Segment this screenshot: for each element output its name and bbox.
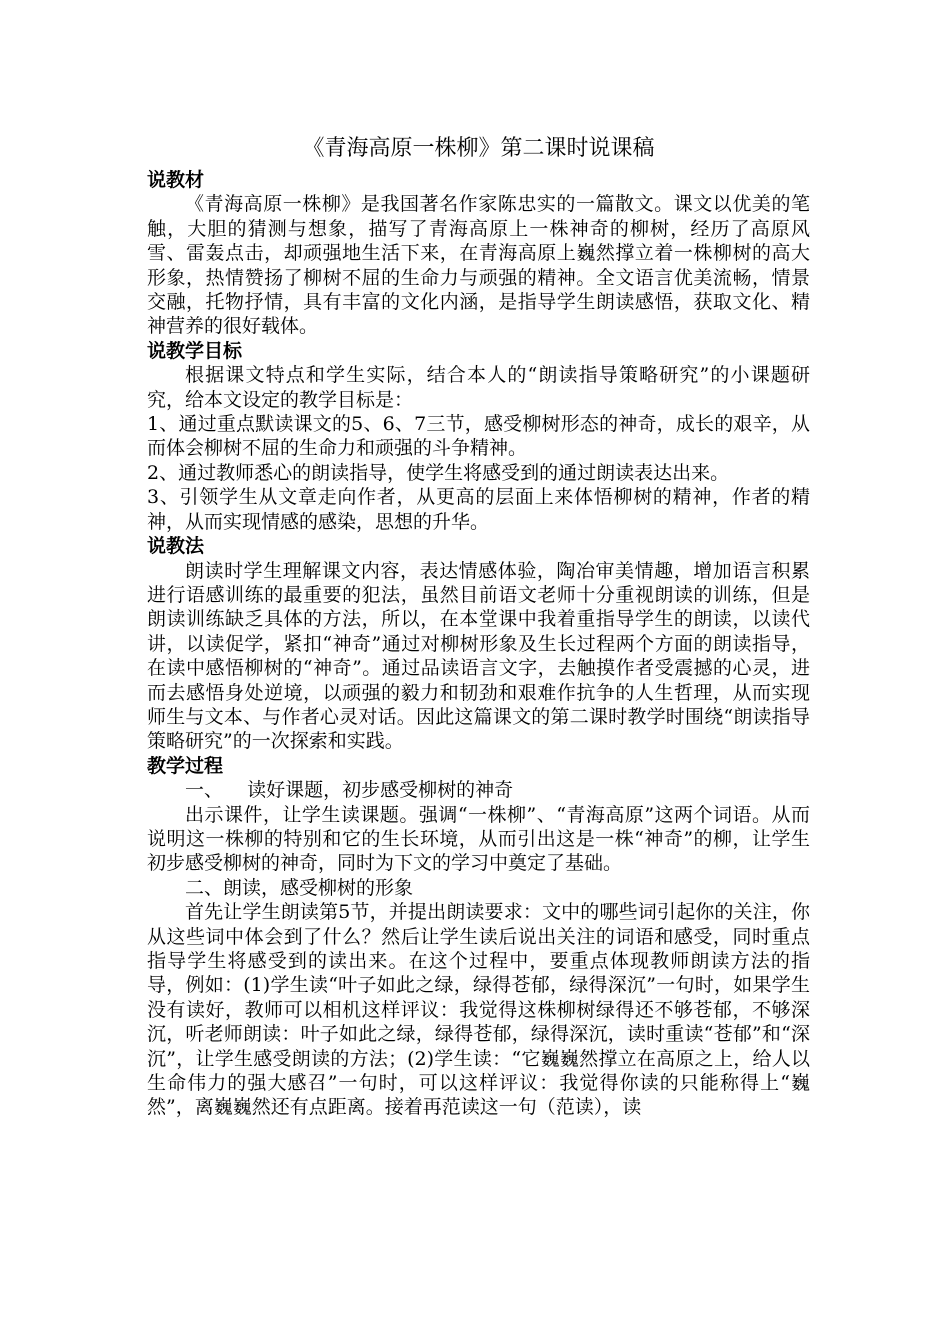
- list-item: 3、引领学生从文章走向作者，从更高的层面上来体悟柳树的精神，作者的精神，从而实现情感的感染，思想的升华。: [147, 486, 810, 533]
- paragraph: 《青海高原一株柳》是我国著名作家陈忠实的一篇散文。课文以优美的笔触，大胆的猜测与想象，描写了青海高原上一株神奇的柳树，经历了高原风雪、雷轰点击，却顽强地生活下来，在青海高原上巍然撑立着一株柳树的高大形象，热情赞扬了柳树不屈的生命力与顽强的精神。全文语言优美流畅，情景交融，托物抒情，具有丰富的文化内涵，是指导学生朗读感悟，获取文化、精神营养的很好载体。: [147, 193, 810, 338]
- list-item: 1、通过重点默读课文的5、6、7三节，感受柳树形态的神奇，成长的艰辛，从而体会柳树不屈的生命力和顽强的斗争精神。: [147, 413, 810, 460]
- step-title: 二、朗读，感受柳树的形象: [185, 876, 414, 899]
- section-teaching-process: [147, 754, 810, 1120]
- paragraph: 朗读时学生理解课文内容，表达情感体验，陶冶审美情趣，增加语言积累进行语感训练的最重要的犯法，虽然目前语文老师十分重视朗读的训练，但是朗读训练缺乏具体的方法，所以，在本堂课中我着重指导学生的朗读，以读代讲，以读促学，紧扣“神奇”通过对柳树形象及生长过程两个方面的朗读指导，在读中感悟柳树的“神奇”。通过品读语言文字，去触摸作者受震撼的心灵，进而去感悟身处逆境，以顽强的毅力和韧劲和艰难作抗争的人生哲理，从而实现师生与文本、与作者心灵对话。因此这篇课文的第二课时教学时围绕“朗读指导策略研究”的一次探索和实践。: [147, 559, 810, 753]
- section-teaching-method: [147, 534, 810, 754]
- section-teaching-material: [147, 168, 810, 339]
- document-title: 《青海高原一株柳》第二课时说课稿: [302, 136, 655, 161]
- list-item: 2、通过教师悉心的朗读指导，使学生将感受到的通过朗读表达出来。: [147, 461, 730, 484]
- section-heading: 说教法: [147, 535, 205, 558]
- section-teaching-objectives: [147, 339, 810, 534]
- paragraph: 根据课文特点和学生实际，结合本人的“朗读指导策略研究”的小课题研究，给本文设定的教学目标是：: [147, 364, 810, 411]
- step-title: 一、 读好课题，初步感受柳树的神奇: [185, 779, 514, 802]
- section-heading: 教学过程: [147, 754, 224, 777]
- paragraph: 出示课件，让学生读课题。强调“一株柳”、“青海高原”这两个词语。从而说明这一株柳的特别和它的生长环境，从而引出这是一株“神奇”的柳，让学生初步感受柳树的神奇，同时为下文的学习中奠定了基础。: [147, 803, 810, 875]
- document-page: [147, 134, 810, 1120]
- paragraph: 首先让学生朗读第5节，并提出朗读要求：文中的哪些词引起你的关注，你从这些词中体会到了什么？然后让学生读后说出关注的词语和感受，同时重点指导学生将感受到的读出来。在这个过程中，要重点体现教师朗读方法的指导，例如：(1)学生读“叶子如此之绿，绿得苍郁，绿得深沉”一句时，如果学生没有读好，教师可以相机这样评议：我觉得这株柳树绿得还不够苍郁，不够深沉，听老师朗读：叶子如此之绿，绿得苍郁，绿得深沉，读时重读“苍郁”和“深沉”，让学生感受朗读的方法；(2)学生读：“它巍巍然撑立在高原之上，给人以生命伟力的强大感召”一句时，可以这样评议：我觉得你读的只能称得上“巍然”，离巍巍然还有点距离。接着再范读这一句（范读），读: [147, 901, 810, 1119]
- section-heading: 说教材: [147, 169, 205, 191]
- section-heading: 说教学目标: [147, 339, 243, 362]
